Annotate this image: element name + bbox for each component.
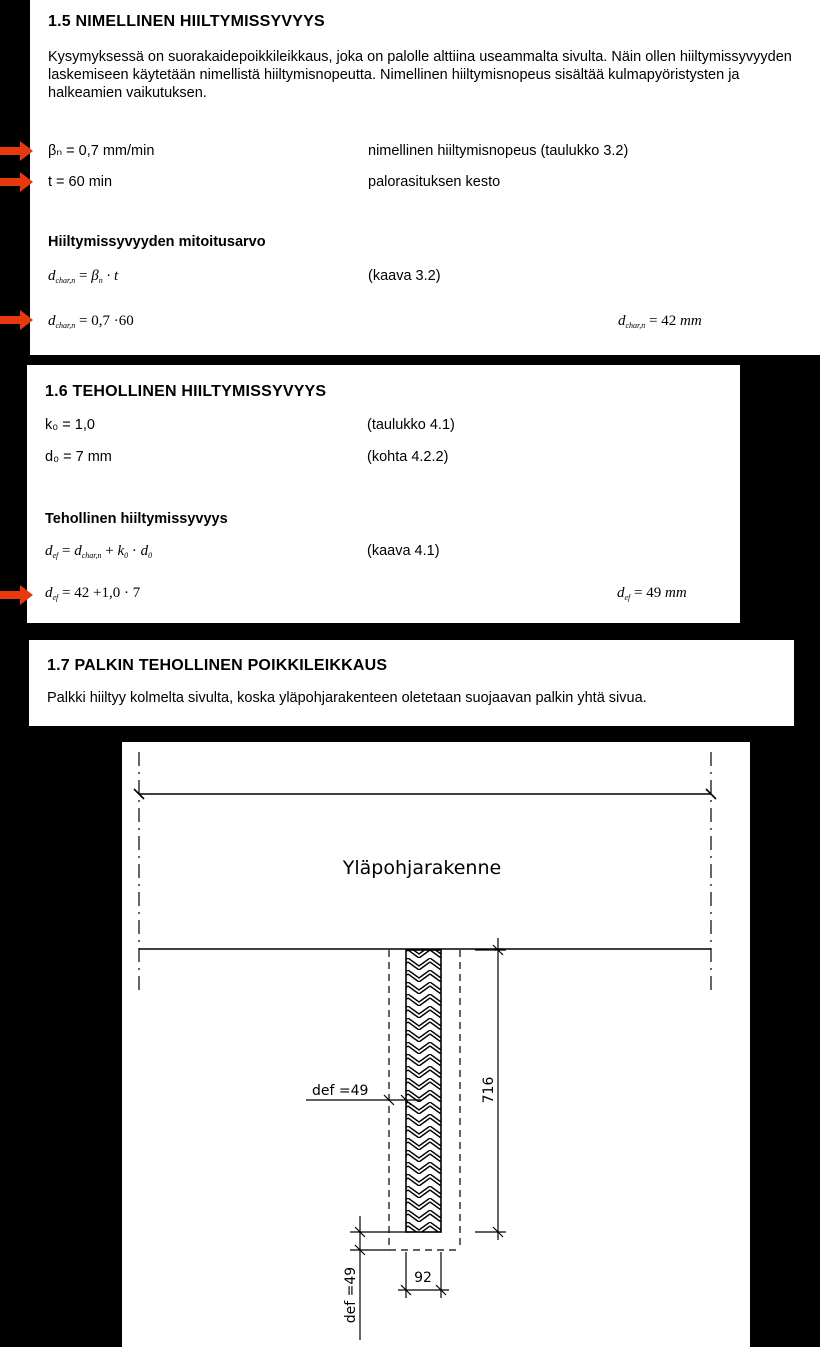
formula-subscript: 0 bbox=[148, 551, 153, 560]
formula-symbol: d bbox=[140, 543, 149, 559]
formula-symbol: d bbox=[45, 543, 53, 559]
formula-subscript: char,n bbox=[55, 321, 76, 330]
formula-reference: (kaava 4.1) bbox=[367, 543, 440, 559]
d0-reference: (kohta 4.2.2) bbox=[367, 449, 449, 465]
formula-tail: · t bbox=[106, 268, 119, 284]
time-value: t = 60 min bbox=[48, 174, 113, 190]
subheading: Hiiltymissyvyyden mitoitusarvo bbox=[48, 234, 266, 250]
formula-subscript: char,n bbox=[81, 551, 102, 560]
arrow-marker-icon bbox=[0, 140, 34, 162]
section-1-6-panel bbox=[27, 365, 740, 623]
section-title: 1.5 NIMELLINEN HIILTYMISSYVYYS bbox=[48, 13, 325, 30]
formula-symbol: d bbox=[617, 585, 625, 601]
formula-substituted: $d_{ef} = 42 +1,0 \cdot 7$ bbox=[45, 585, 141, 602]
formula-effective-depth: $d_{ef} = d_{char,n} + k_0 \cdot d_0$ bbox=[45, 543, 153, 560]
formula-subscript: char,n bbox=[55, 276, 76, 285]
formula-subscript: ef bbox=[52, 593, 59, 602]
result-unit: mm bbox=[680, 313, 702, 329]
d0-value: d₀ = 7 mm bbox=[45, 449, 112, 465]
result-effective-depth: $d_{ef} = 49$ mm bbox=[617, 585, 687, 602]
section-title: 1.6 TEHOLLINEN HIILTYMISSYVYYS bbox=[45, 383, 327, 400]
width-dimension-label: 92 bbox=[414, 1270, 432, 1286]
formula-values: 42 +1,0 · 7 bbox=[74, 585, 141, 601]
height-dimension-label: 716 bbox=[481, 1076, 497, 1104]
formula-symbol: d bbox=[74, 543, 82, 559]
arrow-marker-icon bbox=[0, 584, 34, 606]
formula-subscript: char,n bbox=[625, 321, 646, 330]
char-depth-bottom-label: def =49 bbox=[343, 1266, 359, 1324]
time-description: palorasituksen kesto bbox=[368, 174, 501, 190]
formula-symbol: d bbox=[48, 313, 56, 329]
formula-values: 0,7 ·60 bbox=[91, 313, 134, 329]
arrow-marker-icon bbox=[0, 309, 34, 331]
formula-subscript: 0 bbox=[124, 551, 129, 560]
section-1-7-panel bbox=[29, 640, 794, 726]
formula-symbol: β bbox=[91, 268, 99, 284]
slab-label: Yläpohjarakenne bbox=[342, 857, 502, 879]
char-depth-side-label: def =49 bbox=[312, 1083, 369, 1099]
result-value: 49 bbox=[646, 585, 662, 601]
beta-value: βₙ = 0,7 mm/min bbox=[48, 143, 155, 159]
section-title: 1.7 PALKIN TEHOLLINEN POIKKILEIKKAUS bbox=[47, 657, 388, 674]
formula-symbol: d bbox=[48, 268, 56, 284]
k0-reference: (taulukko 4.1) bbox=[367, 417, 455, 433]
section-paragraph: Kysymyksessä on suorakaidepoikkileikkaus, joka on palolle alttiina useammalta sivulta. Näin ollen hiiltymissyvyyden laskemiseen käytetään nimellistä hiiltymisnopeutta. Nimellinen hiiltymisnopeus sisältää kulmapyöristysten ja halkeamien vaikutuksen. bbox=[48, 49, 792, 101]
arrow-marker-icon bbox=[0, 171, 34, 193]
beam-cross-section-drawing bbox=[122, 742, 750, 1347]
result-value: 42 bbox=[661, 313, 677, 329]
formula-subscript: ef bbox=[624, 593, 631, 602]
section-paragraph: Palkki hiiltyy kolmelta sivulta, koska yläpohjarakenteen oletetaan suojaavan palkin yhtä sivua. bbox=[47, 690, 647, 706]
beam-residual-section bbox=[406, 950, 441, 1232]
beta-description: nimellinen hiiltymisnopeus (taulukko 3.2) bbox=[368, 143, 629, 159]
result-charring-depth: $d_{char,n} = 42$ mm bbox=[618, 313, 702, 330]
section-1-5-panel bbox=[30, 0, 820, 355]
formula-symbol: d bbox=[45, 585, 53, 601]
formula-subscript: ef bbox=[52, 551, 59, 560]
formula-substituted: $d_{char,n} = 0,7 \cdot 60$ bbox=[48, 313, 134, 330]
formula-symbol: d bbox=[618, 313, 626, 329]
subheading: Tehollinen hiiltymissyvyys bbox=[45, 511, 228, 527]
formula-subscript: n bbox=[98, 276, 103, 285]
k0-value: k₀ = 1,0 bbox=[45, 417, 95, 433]
formula-reference: (kaava 3.2) bbox=[368, 268, 441, 284]
formula-symbol: k bbox=[117, 543, 125, 559]
formula-charring-depth: $d_{char,n} = \beta_n \cdot t$ bbox=[48, 268, 119, 285]
result-unit: mm bbox=[665, 585, 687, 601]
